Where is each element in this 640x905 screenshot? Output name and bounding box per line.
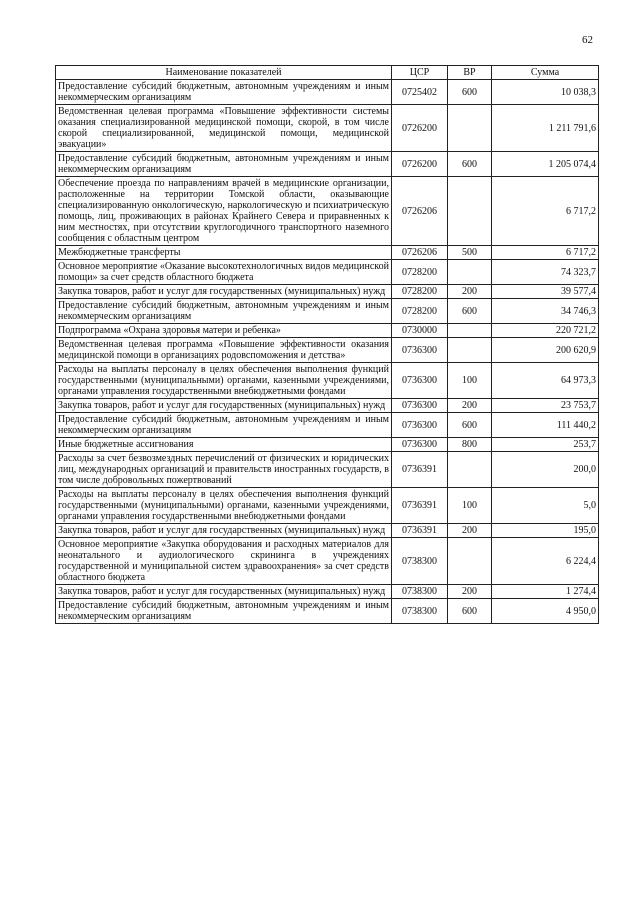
cell-name: Расходы на выплаты персоналу в целях обеспечения выполнения функций государственными (муниципальными) органами, казенными учреждениями, органами управления государственными внебюджетными фондами <box>56 488 392 524</box>
cell-vr <box>448 538 492 585</box>
cell-csr: 0736391 <box>392 524 448 538</box>
table-row <box>56 152 599 177</box>
cell-csr: 0736391 <box>392 452 448 488</box>
cell-sum: 200 620,9 <box>492 338 599 363</box>
cell-sum: 220 721,2 <box>492 324 599 338</box>
cell-sum: 74 323,7 <box>492 260 599 285</box>
cell-name: Предоставление субсидий бюджетным, автономным учреждениям и иным некоммерческим организациям <box>56 80 392 105</box>
cell-csr: 0738300 <box>392 538 448 585</box>
table-row <box>56 105 599 152</box>
cell-name: Подпрограмма «Охрана здоровья матери и ребенка» <box>56 324 392 338</box>
cell-vr <box>448 338 492 363</box>
cell-vr <box>448 452 492 488</box>
cell-name: Предоставление субсидий бюджетным, автономным учреждениям и иным некоммерческим организациям <box>56 599 392 624</box>
cell-sum: 195,0 <box>492 524 599 538</box>
cell-vr: 100 <box>448 363 492 399</box>
cell-vr: 600 <box>448 80 492 105</box>
cell-vr: 200 <box>448 399 492 413</box>
cell-vr: 100 <box>448 488 492 524</box>
cell-sum: 10 038,3 <box>492 80 599 105</box>
cell-sum: 1 274,4 <box>492 585 599 599</box>
table-body <box>56 80 599 624</box>
cell-name: Предоставление субсидий бюджетным, автономным учреждениям и иным некоммерческим организациям <box>56 299 392 324</box>
cell-name: Закупка товаров, работ и услуг для государственных (муниципальных) нужд <box>56 399 392 413</box>
cell-csr: 0738300 <box>392 585 448 599</box>
cell-name: Основное мероприятие «Закупка оборудования и расходных материалов для неонатального и аудиологического скрининга в учреждениях государственной и муниципальной систем здравоохранения» за счет средств областного бюджета <box>56 538 392 585</box>
cell-sum: 34 746,3 <box>492 299 599 324</box>
cell-name: Расходы за счет безвозмездных перечислений от физических и юридических лиц, международных организаций и правительств иностранных государств, в том числе добровольных пожертвований <box>56 452 392 488</box>
header-vr: ВР <box>448 66 492 80</box>
cell-name: Предоставление субсидий бюджетным, автономным учреждениям и иным некоммерческим организациям <box>56 413 392 438</box>
cell-name: Закупка товаров, работ и услуг для государственных (муниципальных) нужд <box>56 585 392 599</box>
table-row <box>56 246 599 260</box>
table-row <box>56 438 599 452</box>
table-row <box>56 363 599 399</box>
cell-csr: 0738300 <box>392 599 448 624</box>
cell-csr: 0730000 <box>392 324 448 338</box>
cell-csr: 0736391 <box>392 488 448 524</box>
cell-vr <box>448 177 492 246</box>
header-name: Наименование показателей <box>56 66 392 80</box>
cell-sum: 5,0 <box>492 488 599 524</box>
cell-sum: 200,0 <box>492 452 599 488</box>
cell-sum: 39 577,4 <box>492 285 599 299</box>
cell-csr: 0736300 <box>392 363 448 399</box>
cell-vr <box>448 105 492 152</box>
table-row <box>56 413 599 438</box>
cell-name: Обеспечение проезда по направлениям врачей в медицинские организации, расположенные на территории Томской области, оказывающие специализированную онкологическую, наркологическую и психиатрическую помощь, лиц, проживающих в районах Крайнего Севера и приравненных к ним местностях, при отсутствии круглогодичного транспортного наземного сообщения с областным центром <box>56 177 392 246</box>
cell-name: Закупка товаров, работ и услуг для государственных (муниципальных) нужд <box>56 285 392 299</box>
table-row <box>56 452 599 488</box>
budget-table <box>55 65 599 624</box>
cell-name: Иные бюджетные ассигнования <box>56 438 392 452</box>
cell-vr: 200 <box>448 285 492 299</box>
table-row <box>56 80 599 105</box>
cell-csr: 0736300 <box>392 399 448 413</box>
cell-csr: 0726206 <box>392 246 448 260</box>
cell-csr: 0736300 <box>392 438 448 452</box>
cell-sum: 64 973,3 <box>492 363 599 399</box>
table-row <box>56 177 599 246</box>
table-header-row <box>56 66 599 80</box>
cell-sum: 4 950,0 <box>492 599 599 624</box>
cell-vr: 500 <box>448 246 492 260</box>
table-row <box>56 260 599 285</box>
header-csr: ЦСР <box>392 66 448 80</box>
table-row <box>56 538 599 585</box>
table-row <box>56 524 599 538</box>
cell-sum: 1 205 074,4 <box>492 152 599 177</box>
cell-name: Предоставление субсидий бюджетным, автономным учреждениям и иным некоммерческим организациям <box>56 152 392 177</box>
cell-sum: 6 224,4 <box>492 538 599 585</box>
page-number: 62 <box>582 34 593 46</box>
table-row <box>56 399 599 413</box>
table-row <box>56 324 599 338</box>
table-row <box>56 488 599 524</box>
cell-name: Основное мероприятие «Оказание высокотехнологичных видов медицинской помощи» за счет средств областного бюджета <box>56 260 392 285</box>
cell-vr: 600 <box>448 599 492 624</box>
cell-csr: 0736300 <box>392 338 448 363</box>
cell-name: Расходы на выплаты персоналу в целях обеспечения выполнения функций государственными (муниципальными) органами, казенными учреждениями, органами управления государственными внебюджетными фондами <box>56 363 392 399</box>
cell-csr: 0725402 <box>392 80 448 105</box>
cell-vr: 200 <box>448 524 492 538</box>
cell-sum: 6 717,2 <box>492 177 599 246</box>
cell-vr <box>448 260 492 285</box>
cell-vr: 200 <box>448 585 492 599</box>
cell-csr: 0726200 <box>392 105 448 152</box>
table-row <box>56 585 599 599</box>
cell-name: Ведомственная целевая программа «Повышение эффективности оказания медицинской помощи в организациях родовспоможения и детства» <box>56 338 392 363</box>
cell-sum: 6 717,2 <box>492 246 599 260</box>
cell-vr: 600 <box>448 299 492 324</box>
cell-sum: 23 753,7 <box>492 399 599 413</box>
cell-vr: 800 <box>448 438 492 452</box>
table-row <box>56 338 599 363</box>
cell-vr: 600 <box>448 413 492 438</box>
table-row <box>56 285 599 299</box>
cell-csr: 0736300 <box>392 413 448 438</box>
cell-name: Межбюджетные трансферты <box>56 246 392 260</box>
cell-sum: 111 440,2 <box>492 413 599 438</box>
cell-name: Закупка товаров, работ и услуг для государственных (муниципальных) нужд <box>56 524 392 538</box>
cell-csr: 0726200 <box>392 152 448 177</box>
cell-sum: 253,7 <box>492 438 599 452</box>
cell-name: Ведомственная целевая программа «Повышение эффективности системы оказания специализированной медицинской помощи, скорой, в том числе скорой специализированной, медицинской помощи, медицинской эвакуации» <box>56 105 392 152</box>
cell-csr: 0726206 <box>392 177 448 246</box>
table-row <box>56 599 599 624</box>
cell-csr: 0728200 <box>392 299 448 324</box>
cell-csr: 0728200 <box>392 260 448 285</box>
cell-csr: 0728200 <box>392 285 448 299</box>
cell-vr <box>448 324 492 338</box>
cell-vr: 600 <box>448 152 492 177</box>
cell-sum: 1 211 791,6 <box>492 105 599 152</box>
header-sum: Сумма <box>492 66 599 80</box>
table-row <box>56 299 599 324</box>
